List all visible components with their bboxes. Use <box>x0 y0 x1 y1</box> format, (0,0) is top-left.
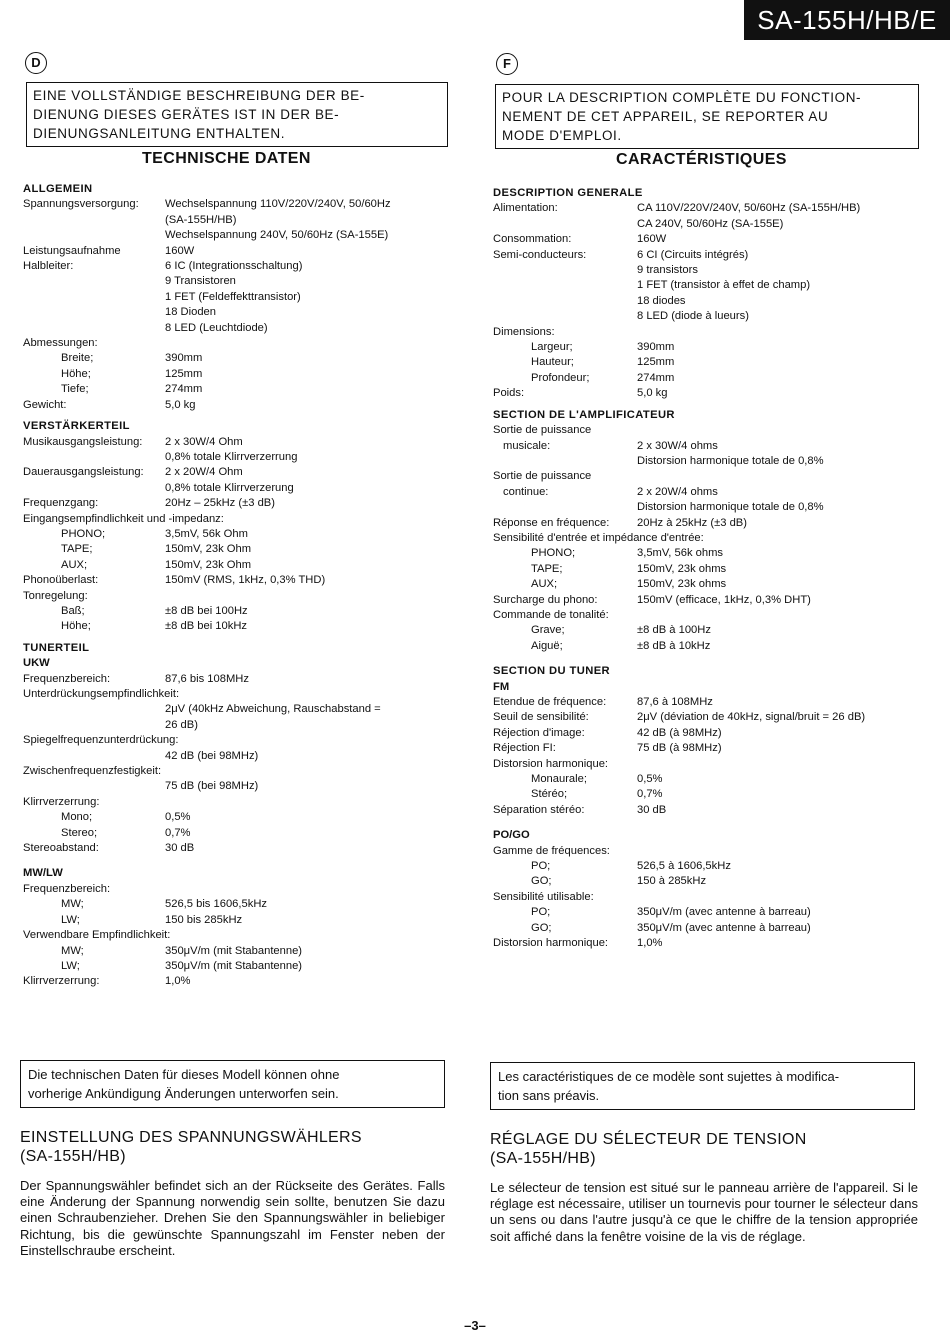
spec-row <box>493 577 933 592</box>
german-specs-title: TECHNISCHE DATEN <box>142 150 311 167</box>
spec-value: 125mm <box>165 367 203 380</box>
spec-label: Sortie de puissance <box>493 470 592 483</box>
spec-row <box>493 787 933 802</box>
spec-label: PHONO; <box>531 547 576 560</box>
spec-label: PO; <box>531 860 551 873</box>
spec-section-heading: VERSTÄRKERTEIL <box>23 420 130 433</box>
spec-label: Höhe; <box>61 620 91 633</box>
spec-value: 42 dB (à 98MHz) <box>637 726 722 739</box>
spec-value <box>98 336 453 351</box>
spec-label: Aiguë; <box>531 639 563 652</box>
spec-label: Unterdrückungsempfindlichkeit: <box>23 688 180 700</box>
notice-line: DIENUNGSANLEITUNG ENTHALTEN. <box>33 126 286 141</box>
spec-row <box>23 398 453 413</box>
spec-row <box>23 619 453 634</box>
spec-value-continuation: 75 dB (bei 98MHz) <box>165 780 259 793</box>
spec-value: 150mV (RMS, 1kHz, 0,3% THD) <box>165 574 326 587</box>
spec-value: 150mV, 23k Ohm <box>165 558 252 571</box>
spec-row <box>23 259 453 274</box>
spec-label: Largeur; <box>531 341 573 354</box>
german-manual-notice <box>26 82 448 147</box>
spec-label: Monaurale; <box>531 773 587 786</box>
spec-label: Dauerausgangsleistung: <box>23 466 144 479</box>
spec-label: Gewicht: <box>23 398 67 411</box>
spec-value <box>608 757 933 772</box>
spec-row <box>493 905 933 920</box>
spec-row <box>493 439 933 454</box>
spec-label: PHONO; <box>61 527 106 540</box>
spec-row <box>23 764 453 779</box>
spec-label: Spannungsversorgung: <box>23 198 139 211</box>
spec-row <box>23 928 453 943</box>
spec-label: Stéréo; <box>531 788 568 801</box>
spec-label: PO; <box>531 906 551 919</box>
spec-value: 6 IC (Integrationsschaltung) <box>165 260 303 273</box>
spec-row <box>493 608 933 623</box>
spec-row <box>493 921 933 936</box>
spec-value: 20Hz – 25kHz (±3 dB) <box>165 497 275 510</box>
german-voltage-heading <box>20 1128 362 1166</box>
spec-label: Mono; <box>61 811 93 824</box>
spec-value: 2 x 30W/4 Ohm <box>165 435 243 448</box>
spec-value <box>179 687 453 702</box>
spec-value <box>179 733 454 748</box>
spec-row <box>493 201 933 216</box>
spec-row <box>493 232 933 247</box>
spec-value: 3,5mV, 56k Ohm <box>165 527 248 540</box>
spec-subsection-heading: UKW <box>23 657 50 670</box>
spec-value <box>88 589 453 604</box>
spec-value-continuation: 18 Dioden <box>165 306 217 319</box>
spec-row <box>493 355 933 370</box>
spec-subsection-heading: FM <box>493 680 510 693</box>
spec-label: MW; <box>61 944 84 957</box>
spec-row <box>493 423 933 438</box>
german-spec-list <box>23 182 453 990</box>
spec-value: 0,7% <box>165 826 191 839</box>
spec-subsection-heading: PO/GO <box>493 829 530 842</box>
spec-value: 160W <box>637 233 667 246</box>
spec-value: 150 bis 285kHz <box>165 913 243 926</box>
spec-value <box>555 325 933 340</box>
spec-value <box>594 890 933 905</box>
spec-label: Séparation stéréo: <box>493 803 585 816</box>
spec-label: Baß; <box>61 604 85 617</box>
spec-row <box>493 546 933 561</box>
spec-value: CA 110V/220V/240V, 50/60Hz (SA-155H/HB) <box>637 202 861 215</box>
spec-label: Stereo; <box>61 826 98 839</box>
notice-line: EINE VOLLSTÄNDIGE BESCHREIBUNG DER BE- <box>33 88 365 103</box>
spec-value: 1,0% <box>637 937 663 950</box>
spec-label: Réjection FI: <box>493 742 556 755</box>
spec-row <box>23 573 453 588</box>
spec-value-continuation: 2μV (40kHz Abweichung, Rauschabstand = <box>165 703 381 716</box>
spec-row <box>493 726 933 741</box>
spec-value-continuation: Wechselspannung 240V, 50/60Hz (SA-155E) <box>165 229 389 242</box>
spec-label: Réponse en fréquence: <box>493 516 610 529</box>
spec-row <box>23 496 453 511</box>
spec-label: Consommation: <box>493 233 572 246</box>
spec-value <box>591 469 933 484</box>
spec-value-continuation: (SA-155H/HB) <box>165 213 237 226</box>
spec-row <box>493 516 933 531</box>
spec-row <box>23 589 453 604</box>
french-voltage-text: Le sélecteur de tension est situé sur le panneau arrière de l'appareil. Si le réglage est nécessaire, utiliser un tournevis pour tourner le sélecteur dans un sens ou dans l'autre jusqu'à ce que le chiffre de la tension appropriée soit affiché dans la fenêtre voisine de la vis de réglage. <box>490 1180 918 1244</box>
spec-label: Leistungsaufnahme <box>23 244 121 257</box>
spec-value: 350μV/m (avec antenne à barreau) <box>637 921 811 934</box>
spec-value: 150mV, 23k Ohm <box>165 543 252 556</box>
spec-row <box>23 974 453 989</box>
spec-value: 30 dB <box>165 842 195 855</box>
spec-value: 2 x 20W/4 Ohm <box>165 466 243 479</box>
spec-label: GO; <box>531 875 552 888</box>
notice-line: POUR LA DESCRIPTION COMPLÈTE DU FONCTION- <box>502 90 862 105</box>
note-line: Die technischen Daten für dieses Modell können ohne <box>28 1067 340 1082</box>
spec-row <box>23 672 453 687</box>
spec-value: 6 CI (Circuits intégrés) <box>637 248 749 261</box>
spec-row <box>493 623 933 638</box>
spec-row <box>23 795 453 810</box>
spec-value <box>610 844 933 859</box>
spec-label: Frequenzgang: <box>23 497 99 510</box>
spec-value-continuation: 9 transistors <box>637 264 698 277</box>
spec-value: 390mm <box>637 341 675 354</box>
notice-line: DIENUNG DIESES GERÄTES IST IN DER BE- <box>33 107 340 122</box>
spec-row <box>493 803 933 818</box>
spec-label: Surcharge du phono: <box>493 593 598 606</box>
spec-label: continue: <box>503 485 549 498</box>
spec-label: Spiegelfrequenzunterdrückung: <box>23 734 179 747</box>
spec-value: 526,5 à 1606,5kHz <box>637 860 731 873</box>
spec-label: Gamme de fréquences: <box>493 844 610 857</box>
french-manual-notice <box>495 84 919 149</box>
spec-value: ±8 dB à 100Hz <box>637 624 711 637</box>
spec-value-continuation: 42 dB (bei 98MHz) <box>165 749 259 762</box>
spec-label: musicale: <box>503 439 551 452</box>
spec-value: 87,6 bis 108MHz <box>165 672 249 685</box>
page-number: –3– <box>464 1318 486 1333</box>
spec-row <box>493 531 933 546</box>
spec-value-continuation: CA 240V, 50/60Hz (SA-155E) <box>637 217 784 230</box>
spec-label: Phonoüberlast: <box>23 574 99 587</box>
spec-label: Stereoabstand: <box>23 842 99 855</box>
spec-row <box>493 695 933 710</box>
spec-label: Frequenzbereich: <box>23 672 111 685</box>
spec-value-continuation: 8 LED (Leuchtdiode) <box>165 321 268 334</box>
spec-label: LW; <box>61 959 80 972</box>
spec-label: Zwischenfrequenzfestigkeit: <box>23 765 162 778</box>
spec-label: Distorsion harmonique: <box>493 757 609 770</box>
spec-label: Klirrverzerrung: <box>23 795 100 808</box>
spec-row <box>23 897 453 912</box>
spec-row <box>493 772 933 787</box>
spec-label: Alimentation: <box>493 202 558 215</box>
spec-row <box>493 757 933 772</box>
spec-row <box>23 959 453 974</box>
spec-label: Musikausgangsleistung: <box>23 435 143 448</box>
spec-row <box>23 527 453 542</box>
french-change-note <box>490 1062 915 1110</box>
spec-label: Sensibilité utilisable: <box>493 890 594 903</box>
spec-row <box>493 741 933 756</box>
spec-value: 2μV (déviation de 40kHz, signal/bruit = 26 dB) <box>637 711 866 724</box>
spec-value: 350μV/m (mit Stabantenne) <box>165 944 303 957</box>
spec-row <box>493 890 933 905</box>
spec-label: Tiefe; <box>61 383 89 396</box>
spec-row <box>23 351 453 366</box>
french-voltage-heading <box>490 1130 807 1168</box>
spec-value: 20Hz à 25kHz (±3 dB) <box>637 516 747 529</box>
spec-value-continuation: 0,8% totale Klirrverzerung <box>165 481 294 494</box>
spec-row <box>23 604 453 619</box>
spec-row <box>23 826 453 841</box>
spec-value-continuation: 18 diodes <box>637 294 686 307</box>
spec-row <box>23 944 453 959</box>
spec-row <box>493 248 933 263</box>
spec-label: Sortie de puissance <box>493 424 592 437</box>
spec-label: Réjection d'image: <box>493 726 585 739</box>
spec-value: ±8 dB bei 10kHz <box>165 620 248 633</box>
spec-row <box>493 325 933 340</box>
spec-label: LW; <box>61 913 80 926</box>
spec-value <box>704 531 933 546</box>
spec-row <box>23 512 453 527</box>
spec-label: Seuil de sensibilité: <box>493 711 589 724</box>
heading-line: (SA-155H/HB) <box>20 1148 126 1165</box>
spec-value <box>161 764 453 779</box>
spec-label: Etendue de fréquence: <box>493 696 607 708</box>
note-line: vorherige Ankündigung Änderungen unterworfen sein. <box>28 1086 339 1101</box>
heading-line: RÉGLAGE DU SÉLECTEUR DE TENSION <box>490 1131 807 1148</box>
spec-value: 0,5% <box>637 773 663 786</box>
spec-row <box>493 710 933 725</box>
spec-value: 160W <box>165 244 195 257</box>
spec-row <box>493 340 933 355</box>
spec-value: 0,7% <box>637 788 663 801</box>
spec-value: 1,0% <box>165 975 191 988</box>
spec-label: TAPE; <box>531 562 563 575</box>
spec-row <box>493 593 933 608</box>
heading-line: (SA-155H/HB) <box>490 1150 596 1167</box>
german-change-note <box>20 1060 445 1108</box>
language-mark-french: F <box>496 53 518 75</box>
spec-value: 2 x 30W/4 ohms <box>637 439 718 452</box>
spec-section-heading: ALLGEMEIN <box>23 183 93 195</box>
spec-label: Hauteur; <box>531 356 574 369</box>
spec-row <box>23 733 453 748</box>
spec-value-continuation: 1 FET (transistor à effet de champ) <box>637 279 811 292</box>
spec-label: TAPE; <box>61 543 93 556</box>
spec-label: AUX; <box>531 578 558 591</box>
spec-value <box>591 423 933 438</box>
spec-label: Profondeur; <box>531 371 590 384</box>
model-number-badge: SA-155H/HB/E <box>744 0 950 40</box>
spec-value <box>609 608 933 623</box>
spec-row <box>23 913 453 928</box>
spec-value: Wechselspannung 110V/220V/240V, 50/60Hz <box>165 198 391 211</box>
spec-value: 5,0 kg <box>637 387 668 400</box>
spec-value: 350μV/m (avec antenne à barreau) <box>637 906 811 919</box>
spec-row <box>23 197 453 212</box>
spec-value: 350μV/m (mit Stabantenne) <box>165 959 303 972</box>
spec-label: Distorsion harmonique: <box>493 937 609 950</box>
spec-section-heading: SECTION DE L'AMPLIFICATEUR <box>493 408 675 421</box>
spec-label: Semi-conducteurs: <box>493 248 587 261</box>
heading-line: EINSTELLUNG DES SPANNUNGSWÄHLERS <box>20 1129 362 1146</box>
spec-label: Klirrverzerrung: <box>23 975 100 988</box>
spec-value-continuation: 1 FET (Feldeffekttransistor) <box>165 290 301 303</box>
spec-value: 0,5% <box>165 811 191 824</box>
spec-value <box>110 882 453 897</box>
german-voltage-text: Der Spannungswähler befindet sich an der Rückseite des Gerätes. Falls eine Änderung der Spannung norwendig sein sollte, benutzen Sie dazu einen Schraubenzieher. Drehen Sie den Spannungswähler in beliebiger Richtung, bis die gewünschte Spannungszahl im Fenster neben der Einstellschraube erscheint. <box>20 1178 445 1258</box>
spec-row <box>23 687 453 702</box>
spec-label: Poids: <box>493 387 525 400</box>
spec-row <box>493 386 933 401</box>
note-line: Les caractéristiques de ce modèle sont sujettes à modifica- <box>498 1069 840 1084</box>
spec-row <box>493 859 933 874</box>
spec-label: Eingangsempfindlichkeit und -impedanz: <box>23 512 224 525</box>
spec-value-continuation: Distorsion harmonique totale de 0,8% <box>637 454 824 467</box>
spec-value: 75 dB (à 98MHz) <box>637 742 722 755</box>
spec-row <box>493 485 933 500</box>
spec-value: 125mm <box>637 356 675 369</box>
spec-row <box>493 936 933 951</box>
spec-label: AUX; <box>61 558 88 571</box>
spec-value: 5,0 kg <box>165 398 196 411</box>
spec-value: 3,5mV, 56k ohms <box>637 547 724 560</box>
spec-value <box>99 795 453 810</box>
spec-value: 30 dB <box>637 803 667 816</box>
spec-row <box>23 558 453 573</box>
spec-section-heading: TUNERTEIL <box>23 641 90 654</box>
spec-row <box>23 367 453 382</box>
spec-value: 87,6 à 108MHz <box>637 696 713 708</box>
spec-row <box>23 882 453 897</box>
spec-row <box>493 874 933 889</box>
spec-value: ±8 dB à 10kHz <box>637 639 711 652</box>
spec-row <box>23 435 453 450</box>
spec-value-continuation: 0,8% totale Klirrverzerrung <box>165 450 298 463</box>
spec-value: 390mm <box>165 352 203 365</box>
spec-value: 274mm <box>165 383 203 396</box>
spec-row <box>493 844 933 859</box>
spec-row <box>23 244 453 259</box>
spec-label: Commande de tonalité: <box>493 608 609 621</box>
spec-value: 150mV, 23k ohms <box>637 578 727 591</box>
spec-row <box>493 469 933 484</box>
spec-value <box>170 928 453 943</box>
notice-line: NEMENT DE CET APPAREIL, SE REPORTER AU <box>502 109 829 124</box>
spec-label: Dimensions: <box>493 325 555 338</box>
spec-value: 150 à 285kHz <box>637 875 707 888</box>
spec-subsection-heading: MW/LW <box>23 867 63 880</box>
spec-value: 526,5 bis 1606,5kHz <box>165 898 267 911</box>
spec-value-continuation: 8 LED (diode à lueurs) <box>637 310 749 323</box>
spec-label: Tonregelung: <box>23 589 88 602</box>
spec-label: MW; <box>61 898 84 911</box>
spec-value <box>224 512 453 527</box>
spec-section-heading: DESCRIPTION GENERALE <box>493 187 643 199</box>
spec-value: ±8 dB bei 100Hz <box>165 604 248 617</box>
french-spec-list <box>493 186 933 952</box>
language-mark-german: D <box>25 52 47 74</box>
spec-row <box>493 639 933 654</box>
spec-row <box>23 336 453 351</box>
spec-label: Breite; <box>61 352 94 365</box>
spec-row <box>493 371 933 386</box>
spec-value: 150mV (efficace, 1kHz, 0,3% DHT) <box>637 593 811 606</box>
spec-value: 2 x 20W/4 ohms <box>637 485 718 498</box>
spec-row <box>23 382 453 397</box>
spec-value: 274mm <box>637 371 675 384</box>
spec-section-heading: SECTION DU TUNER <box>493 665 611 678</box>
spec-label: Verwendbare Empfindlichkeit: <box>23 929 171 942</box>
spec-label: GO; <box>531 921 552 934</box>
spec-value: 150mV, 23k ohms <box>637 562 727 575</box>
spec-label: Halbleiter: <box>23 260 74 273</box>
spec-row <box>23 810 453 825</box>
french-specs-title: CARACTÉRISTIQUES <box>616 151 787 168</box>
spec-row <box>493 562 933 577</box>
spec-row <box>23 542 453 557</box>
spec-row <box>23 465 453 480</box>
spec-label: Höhe; <box>61 367 91 380</box>
spec-value-continuation: Distorsion harmonique totale de 0,8% <box>637 501 824 514</box>
spec-value-continuation: 9 Transistoren <box>165 275 236 288</box>
spec-label: Abmessungen: <box>23 337 98 350</box>
spec-label: Grave; <box>531 624 565 637</box>
spec-row <box>23 841 453 856</box>
note-line: tion sans préavis. <box>498 1088 600 1103</box>
spec-label: Sensibilité d'entrée et impédance d'entrée: <box>493 531 704 544</box>
notice-line: MODE D'EMPLOI. <box>502 128 622 143</box>
spec-label: Frequenzbereich: <box>23 882 111 895</box>
spec-value-continuation: 26 dB) <box>165 718 198 731</box>
